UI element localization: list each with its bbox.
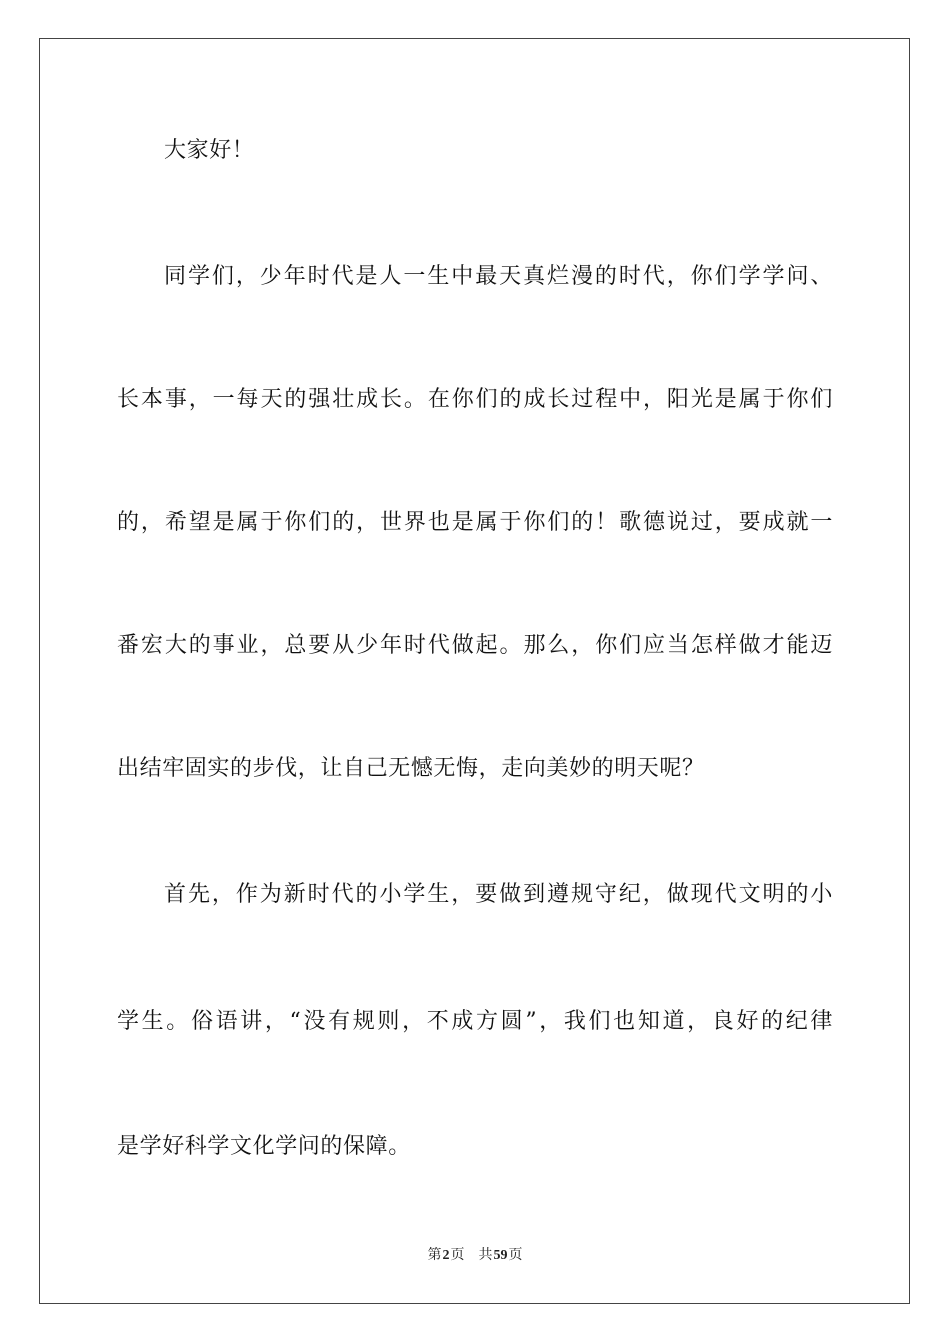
greeting-line: 大家好！ — [164, 138, 255, 163]
footer-page-suffix: 页 — [450, 1248, 465, 1263]
paragraph-1-line-1: 同学们，少年时代是人一生中最天真烂漫的时代，你们学学问、 — [164, 264, 833, 289]
paragraph-2-line-3: 是学好科学文化学问的保障。 — [117, 1134, 411, 1159]
paragraph-2-line-2: 学生。俗语讲，“没有规则，不成方圆”，我们也知道，良好的纪律 — [117, 1009, 833, 1034]
paragraph-1-line-5: 出结牢固实的步伐，让自己无憾无悔，走向美妙的明天呢？ — [117, 756, 705, 781]
footer-total-suffix: 页 — [508, 1248, 523, 1263]
page-border — [39, 38, 910, 1304]
footer-page-number: 2 — [442, 1248, 450, 1263]
paragraph-1-line-2: 长本事，一每天的强壮成长。在你们的成长过程中，阳光是属于你们 — [117, 387, 833, 412]
footer-page-prefix: 第 — [427, 1248, 442, 1263]
paragraph-2-line-1: 首先，作为新时代的小学生，要做到遵规守纪，做现代文明的小 — [164, 882, 833, 907]
page-footer — [0, 1246, 950, 1266]
footer-total-pages: 59 — [493, 1248, 508, 1263]
paragraph-1-line-4: 番宏大的事业，总要从少年时代做起。那么，你们应当怎样做才能迈 — [117, 633, 833, 658]
footer-total-prefix: 共 — [478, 1248, 493, 1263]
paragraph-1-line-3: 的，希望是属于你们的，世界也是属于你们的！歌德说过，要成就一 — [117, 510, 833, 535]
